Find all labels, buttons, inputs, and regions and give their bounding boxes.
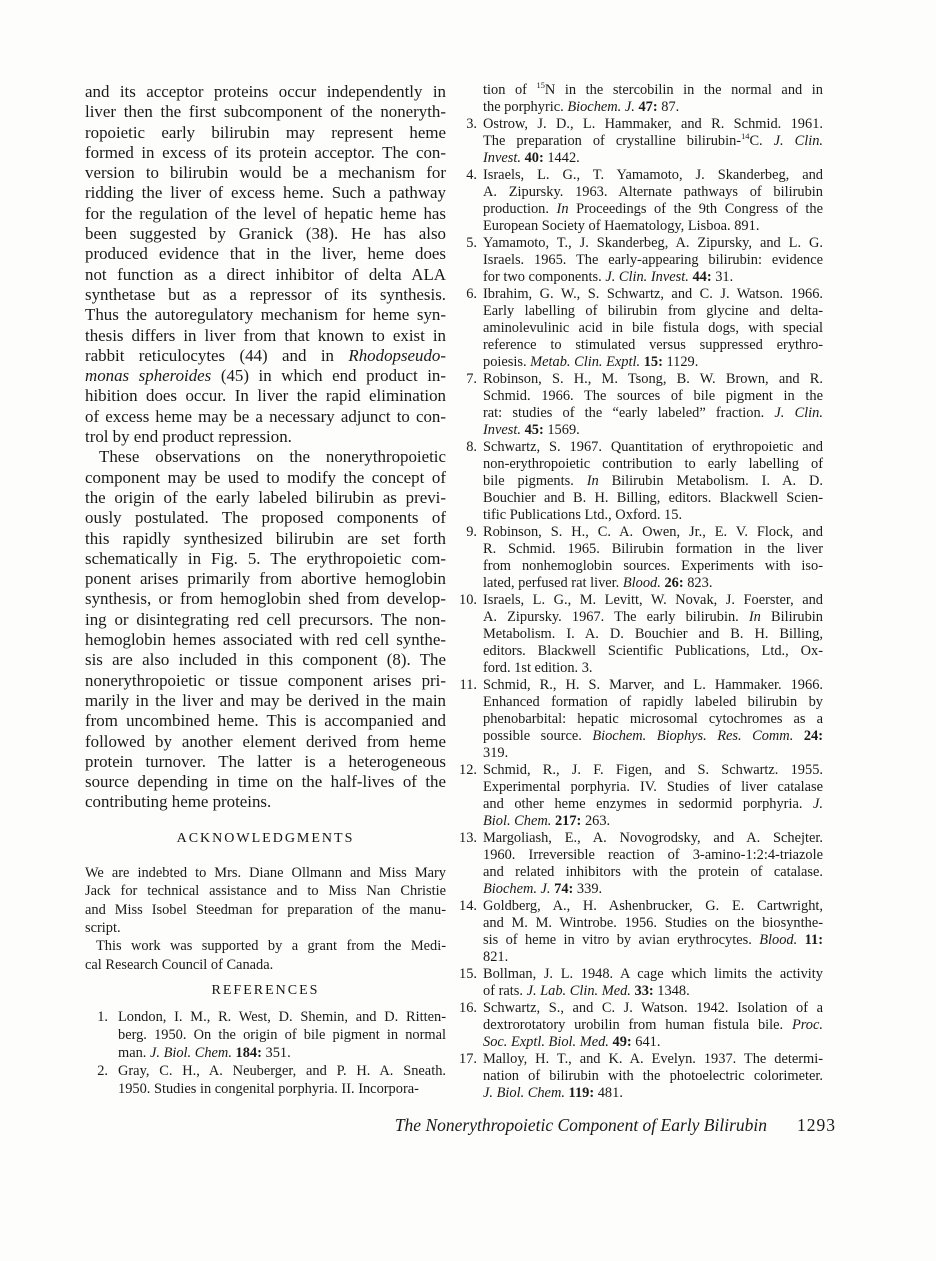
text-line: and Miss Isobel Steedman for preparation of the manu- <box>85 901 446 918</box>
text-line: J. Biol. Chem. 119: 481. <box>483 1085 623 1101</box>
text-line: trol by end product repression. <box>85 427 292 447</box>
text-line: Goldberg, A., H. Ashenbrucker, G. E. Cartwright, <box>483 898 823 914</box>
reference-item <box>468 167 823 235</box>
text-line: thesis differs in liver from that known to exist in <box>85 325 446 345</box>
reference-number: 16. <box>459 1000 477 1016</box>
text-line: reference to stimulated versus suppressed erythro- <box>483 337 823 353</box>
text-line: of excess heme may be a necessary adjunct to con- <box>85 406 446 426</box>
text-line: London, I. M., R. West, D. Shemin, and D. Ritten- <box>118 1009 446 1026</box>
text-line: for two components. J. Clin. Invest. 44: 31. <box>483 269 734 285</box>
reference-item <box>459 830 823 898</box>
text-line: Robinson, S. H., M. Tsong, B. W. Brown, and R. <box>483 371 823 387</box>
reference-item <box>468 235 823 286</box>
references-list-left <box>93 1008 446 1098</box>
text-line: Schmid, R., J. F. Figen, and S. Schwartz. 1955. <box>483 762 823 778</box>
text-line: component may be used to modify the concept of <box>85 467 446 487</box>
reference-number: 13. <box>459 830 477 846</box>
text-line: Schwartz, S. 1967. Quantitation of erythropoietic and <box>483 439 823 455</box>
text-line: source depending in time on the half-lives of the <box>85 772 446 792</box>
reference-item <box>468 524 823 592</box>
text-line: Bouchier and B. H. Billing, editors. Blackwell Scien- <box>483 490 823 506</box>
reference-item <box>93 1008 446 1062</box>
text-line: ropoietic early bilirubin may represent heme <box>85 122 446 142</box>
text-line: This work was supported by a grant from the Medi- <box>96 938 446 955</box>
text-line: production. In Proceedings of the 9th Congress of the <box>483 201 823 217</box>
text-line: dextrorotatory urobilin from human fistula bile. Proc. <box>483 1017 823 1033</box>
reference-item <box>459 762 823 830</box>
text-line: Israels, L. G., T. Yamamoto, J. Skanderbeg, and <box>483 167 823 183</box>
text-line: rabbit reticulocytes (44) and in Rhodopseudo- <box>85 345 446 365</box>
text-line: aminolevulinic acid in bile fistula dogs, with special <box>483 320 823 336</box>
text-line: 1960. Irreversible reaction of 3-amino-1:2:4-triazole <box>483 847 823 863</box>
text-line: this rapidly synthesized bilirubin are set forth <box>85 528 446 548</box>
text-line: Metabolism. I. A. D. Bouchier and B. H. Billing, <box>483 626 823 642</box>
text-line: Yamamoto, T., J. Skanderbeg, A. Zipursky, and L. G. <box>483 235 823 251</box>
text-line: ridding the liver of excess heme. Such a pathway <box>85 183 446 203</box>
text-line: and other heme enzymes in sedormid porphyria. J. <box>483 796 823 812</box>
page-number: 1293 <box>797 1115 836 1135</box>
text-line: Bollman, J. L. 1948. A cage which limits the activity <box>483 966 823 982</box>
reference-number: 4. <box>466 167 477 183</box>
text-line: and related inhibitors with the protein of catalase. <box>483 864 823 880</box>
text-line: Malloy, H. T., and K. A. Evelyn. 1937. The determi- <box>483 1051 823 1067</box>
text-line: Invest. 45: 1569. <box>483 422 580 438</box>
text-line: ponent arises primarily from abortive hemoglobin <box>85 569 446 589</box>
text-line: and its acceptor proteins occur independently in <box>85 82 446 101</box>
text-line: been suggested by Granick (38). He has also <box>85 224 446 244</box>
text-line: bile pigments. In Bilirubin Metabolism. I. A. D. <box>483 473 823 489</box>
text-line: Gray, C. H., A. Neuberger, and P. H. A. Sneath. <box>118 1063 446 1080</box>
acknowledgments-paragraph <box>85 937 446 974</box>
text-line: We are indebted to Mrs. Diane Ollmann and Miss Mary <box>85 864 446 881</box>
text-line: lated, perfused rat liver. Blood. 26: 823. <box>483 575 713 591</box>
text-line: Ibrahim, G. W., S. Schwartz, and C. J. Watson. 1966. <box>483 286 823 302</box>
body-paragraph-continuation <box>85 82 446 447</box>
text-line: marily in the liver and may be derived in the main <box>85 690 446 710</box>
text-line: cal Research Council of Canada. <box>85 956 274 973</box>
text-line: poiesis. Metab. Clin. Exptl. 15: 1129. <box>483 354 699 370</box>
text-line: berg. 1950. On the origin of bile pigment in normal <box>118 1027 446 1044</box>
body-paragraph <box>85 447 446 812</box>
references-list-right <box>459 116 823 1102</box>
text-line: non-erythropoietic contribution to early labelling of <box>483 456 823 472</box>
reference-number: 7. <box>466 371 477 387</box>
text-line: ously postulated. The proposed components of <box>85 508 446 528</box>
text-line: R. Schmid. 1965. Bilirubin formation in the liver <box>483 541 823 557</box>
reference-item <box>459 966 823 1000</box>
text-line: 319. <box>483 745 509 761</box>
text-line: synthesis, or from hemoglobin shed from develop- <box>85 589 446 609</box>
text-line: possible source. Biochem. Biophys. Res. Comm. 24: <box>483 728 823 744</box>
text-line: synthetase but as a repressor of its synthesis. <box>85 284 446 304</box>
text-line: Experimental porphyria. IV. Studies of liver catalase <box>483 779 823 795</box>
text-line: rat: studies of the “early labeled” fraction. J. Clin. <box>483 405 823 421</box>
text-line: and M. M. Wintrobe. 1956. Studies on the biosynthe- <box>483 915 823 931</box>
reference-item <box>468 371 823 439</box>
text-line: followed by another element derived from heme <box>85 731 446 751</box>
text-line: Margoliash, E., A. Novogrodsky, and A. Schejter. <box>483 830 823 846</box>
text-line: The preparation of crystalline bilirubin-$^{14}$C. J. Clin. <box>483 132 823 149</box>
text-line: Thus the autoregulatory mechanism for heme syn- <box>85 305 446 325</box>
acknowledgments-heading: ACKNOWLEDGMENTS <box>176 830 355 846</box>
reference-item <box>459 677 823 762</box>
text-line: monas spheroides (45) in which end product in- <box>85 366 447 386</box>
text-line: hemoglobin hemes associated with red cell synthe- <box>85 630 446 650</box>
text-line: the porphyric. Biochem. J. 47: 87. <box>483 99 680 115</box>
text-line: from uncombined heme. This is accompanied and <box>85 711 446 731</box>
reference-number: 17. <box>459 1051 477 1067</box>
text-line: Biol. Chem. 217: 263. <box>483 813 611 829</box>
text-line: for the regulation of the level of hepatic heme has <box>85 203 446 223</box>
reference-continuation <box>468 82 823 116</box>
text-line: tion of $^{15}$N in the stercobilin in the normal and in <box>483 81 823 98</box>
reference-item <box>459 1051 823 1102</box>
text-line: These observations on the nonerythropoietic <box>99 447 446 467</box>
reference-number: 6. <box>466 286 477 302</box>
reference-number: 1. <box>97 1009 108 1026</box>
reference-number: 14. <box>459 898 477 914</box>
text-line: contributing heme proteins. <box>85 792 272 812</box>
page-footer <box>0 1115 936 1136</box>
text-line: 821. <box>483 949 509 965</box>
right-column <box>459 81 823 1102</box>
text-line: sis of heme in vitro by avian erythrocytes. Blood. 11: <box>483 932 823 948</box>
reference-item <box>468 116 823 167</box>
text-line: of rats. J. Lab. Clin. Med. 33: 1348. <box>483 983 690 999</box>
text-line: editors. Blackwell Scientific Publications, Ltd., Ox- <box>483 643 823 659</box>
text-line: script. <box>85 919 121 936</box>
text-line: Schmid. 1966. The sources of bile pigment in the <box>483 388 823 404</box>
text-line: from nonhemoglobin sources. Experiments with iso- <box>483 558 823 574</box>
references-heading: REFERENCES <box>211 983 320 999</box>
text-line: schematically in Fig. 5. The erythropoietic com- <box>85 548 446 568</box>
text-line: Jack for technical assistance and to Miss Nan Christie <box>85 883 446 900</box>
text-line: Ostrow, J. D., L. Hammaker, and R. Schmid. 1961. <box>483 116 823 132</box>
reference-number: 2. <box>97 1063 108 1080</box>
text-line: not function as a direct inhibitor of delta ALA <box>85 264 446 284</box>
text-line: A. Zipursky. 1963. Alternate pathways of bilirubin <box>483 184 823 200</box>
text-line: protein turnover. The latter is a heterogeneous <box>85 751 446 771</box>
text-line: nonerythropoietic or tissue component arises pri- <box>85 670 446 690</box>
text-line: Israels, L. G., M. Levitt, W. Novak, J. Foerster, and <box>483 592 823 608</box>
acknowledgments-paragraph <box>85 864 446 938</box>
text-line: Early labelling of bilirubin from glycine and delta- <box>483 303 823 319</box>
text-line: 1950. Studies in congenital porphyria. II. Incorpora- <box>118 1081 419 1098</box>
text-line: ing or disintegrating red cell precursors. The non- <box>85 609 446 629</box>
left-column <box>85 82 446 1098</box>
reference-number: 12. <box>459 762 477 778</box>
reference-item <box>459 1000 823 1051</box>
text-line: Invest. 40: 1442. <box>483 150 580 166</box>
reference-item <box>93 1062 446 1098</box>
text-line: A. Zipursky. 1967. The early bilirubin. In Bilirubin <box>483 609 823 625</box>
text-line: sis are also included in this component (8). The <box>85 650 446 670</box>
text-line: nation of bilirubin with the photoelectric colorimeter. <box>483 1068 823 1084</box>
reference-item <box>459 898 823 966</box>
reference-item <box>468 286 823 371</box>
text-line: produced evidence that in the liver, heme does <box>85 244 446 264</box>
reference-number: 5. <box>466 235 477 251</box>
text-line: liver then the first subcomponent of the noneryth- <box>85 102 446 122</box>
reference-number: 3. <box>466 116 477 132</box>
reference-item <box>459 592 823 677</box>
reference-number: 11. <box>459 677 477 693</box>
text-line: version to bilirubin would be a mechanism for <box>85 163 446 183</box>
running-title: The Nonerythropoietic Component of Early Bilirubin <box>394 1115 767 1135</box>
text-line: hibition does occur. In liver the rapid elimination <box>85 386 446 406</box>
reference-number: 15. <box>459 966 477 982</box>
text-line: man. J. Biol. Chem. 184: 351. <box>118 1045 291 1062</box>
text-line: tific Publications Ltd., Oxford. 15. <box>483 507 683 523</box>
text-line: Enhanced formation of rapidly labeled bilirubin by <box>483 694 823 710</box>
text-line: European Society of Haematology, Lisboa. 891. <box>483 218 760 234</box>
text-line: Schwartz, S., and C. J. Watson. 1942. Isolation of a <box>483 1000 823 1016</box>
reference-number: 9. <box>466 524 477 540</box>
text-line: formed in excess of its protein acceptor. The con- <box>85 142 446 162</box>
text-line: Biochem. J. 74: 339. <box>483 881 603 897</box>
text-line: ford. 1st edition. 3. <box>483 660 593 676</box>
reference-item <box>468 439 823 524</box>
text-line: Israels. 1965. The early-appearing bilirubin: evidence <box>483 252 823 268</box>
text-line: Soc. Exptl. Biol. Med. 49: 641. <box>483 1034 661 1050</box>
reference-number: 8. <box>466 439 477 455</box>
text-line: Robinson, S. H., C. A. Owen, Jr., E. V. Flock, and <box>483 524 823 540</box>
text-line: Schmid, R., H. S. Marver, and L. Hammaker. 1966. <box>483 677 823 693</box>
text-line: the origin of the early labeled bilirubin as previ- <box>85 487 446 507</box>
text-line: phenobarbital: hepatic microsomal cytochromes as a <box>483 711 823 727</box>
reference-number: 10. <box>459 592 477 608</box>
